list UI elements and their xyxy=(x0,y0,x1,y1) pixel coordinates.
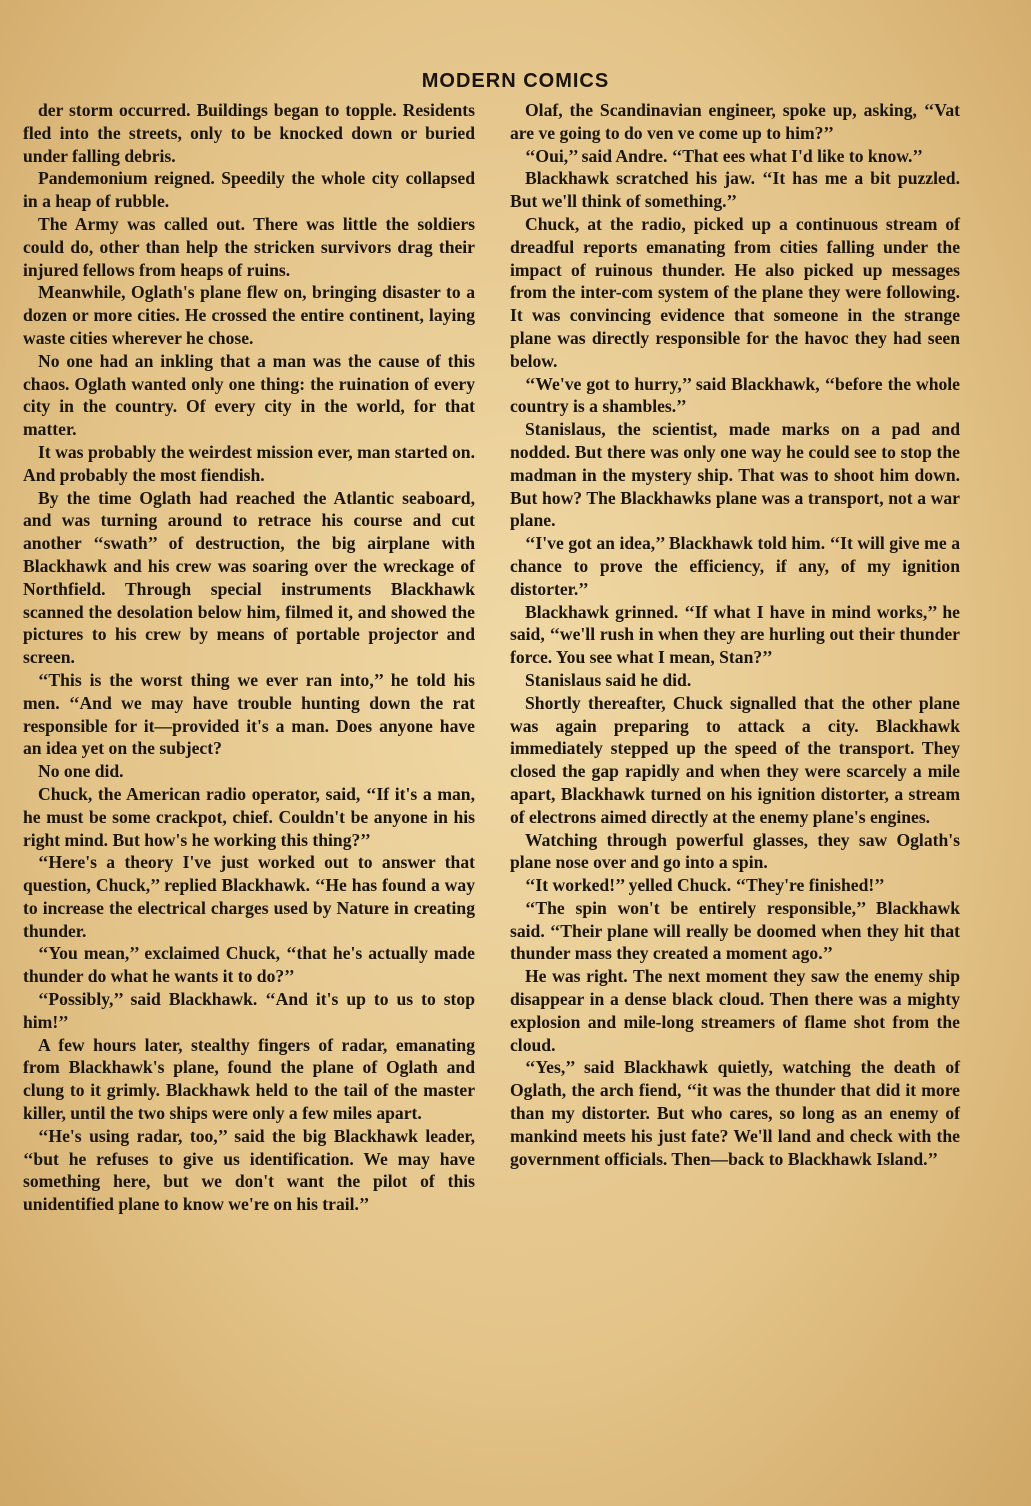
paragraph: ‘‘Oui,’’ said Andre. ‘‘That ees what I'd like to know.’’ xyxy=(525,145,923,166)
paragraph: Shortly thereafter, Chuck signalled that the other plane was again preparing to attack a city. Blackhawk immediately stepped up the speed of the transport. They closed the gap rapidly and when they were scarcely a mile apart, Blackhawk turned on his ignition distorter, a stream of electrons aimed directly at the enemy plane's engines. xyxy=(510,692,960,827)
paragraph: No one had an inkling that a man was the cause of this chaos. Oglath wanted only one thing: the ruination of every city in the country. Of every city in the world, for that matter. xyxy=(23,350,475,440)
paragraph: Chuck, at the radio, picked up a continuous stream of dreadful reports emanating from cities falling under the impact of ruinous thunder. He also picked up messages from the inter-com system of the plane they were following. It was convincing evidence that someone in the strange plane was directly responsible for the havoc they had seen below. xyxy=(510,213,960,371)
right-column xyxy=(510,99,960,1170)
paragraph: Olaf, the Scandinavian engineer, spoke up, asking, ‘‘Vat are ve going to do ven ve come up to him?’’ xyxy=(510,100,960,143)
paragraph: ‘‘Yes,’’ said Blackhawk quietly, watching the death of Oglath, the arch fiend, ‘‘it was the thunder that did it more than my distorter. But who cares, so long as an enemy of mankind meets his just fate? We'll land and check with the government officials. Then—back to Blackhawk Island.’’ xyxy=(510,1057,960,1169)
paragraph: ‘‘Possibly,’’ said Blackhawk. ‘‘And it's up to us to stop him!’’ xyxy=(23,989,475,1032)
paragraph: Blackhawk grinned. ‘‘If what I have in mind works,’’ he said, ‘‘we'll rush in when they are hurling out their thunder force. You see what I mean, Stan?’’ xyxy=(510,601,960,668)
paragraph: ‘‘I've got an idea,’’ Blackhawk told him. ‘‘It will give me a chance to prove the efficiency, if any, of my ignition distorter.’’ xyxy=(510,533,960,599)
paragraph: Chuck, the American radio operator, said, ‘‘If it's a man, he must be some crackpot, chief. Couldn't be anyone in his right mind. But how's he working this thing?’’ xyxy=(23,783,475,850)
paragraph: No one did. xyxy=(38,761,124,782)
paragraph: It was probably the weirdest mission ever, man started on. And probably the most fiendish. xyxy=(23,441,475,485)
paragraph: Meanwhile, Oglath's plane flew on, bringing disaster to a dozen or more cities. He crossed the entire continent, laying waste cities wherever he chose. xyxy=(23,282,475,348)
paragraph: ‘‘The spin won't be entirely responsible,’’ Blackhawk said. ‘‘Their plane will really be doomed when they hit that thunder mass they created a moment ago.’’ xyxy=(510,897,960,964)
paragraph: ‘‘It worked!’’ yelled Chuck. ‘‘They're finished!’’ xyxy=(525,875,885,896)
paragraph: ‘‘You mean,’’ exclaimed Chuck, ‘‘that he's actually made thunder do what he wants it to do?’’ xyxy=(23,943,475,987)
paragraph: ‘‘This is the worst thing we ever ran into,’’ he told his men. ‘‘And we may have trouble hunting down the rat responsible for it—provided it's a man. Does anyone have an idea yet on the subject? xyxy=(23,669,475,759)
paragraph: Stanislaus said he did. xyxy=(525,669,692,690)
paragraph: Blackhawk scratched his jaw. ‘‘It has me a bit puzzled. But we'll think of something.’’ xyxy=(510,168,960,212)
paragraph: He was right. The next moment they saw the enemy ship disappear in a dense black cloud. Then there was a mighty explosion and mile-long streamers of flame shot from the cloud. xyxy=(510,966,960,1055)
paragraph: Stanislaus, the scientist, made marks on a pad and nodded. But there was only one way he could see to stop the madman in the mystery ship. That was to shoot him down. But how? The Blackhawks plane was a transport, not a war plane. xyxy=(510,419,960,531)
paragraph: Watching through powerful glasses, they saw Oglath's plane nose over and go into a spin. xyxy=(510,829,960,873)
paragraph: ‘‘We've got to hurry,’’ said Blackhawk, ‘‘before the whole country is a shambles.’’ xyxy=(510,373,960,417)
page-title: MODERN COMICS xyxy=(421,70,610,92)
paragraph: A few hours later, stealthy fingers of radar, emanating from Blackhawk's plane, found the plane of Oglath and clung to it grimly. Blackhawk held to the tail of the master killer, until the two ships were only a few miles apart. xyxy=(23,1034,475,1124)
paragraph: The Army was called out. There was little the soldiers could do, other than help the stricken survivors drag their injured fellows from heaps of ruins. xyxy=(23,213,475,280)
paragraph: Pandemonium reigned. Speedily the whole city collapsed in a heap of rubble. xyxy=(23,168,475,212)
paragraph: ‘‘Here's a theory I've just worked out to answer that question, Chuck,’’ replied Blackhawk. ‘‘He has found a way to increase the electrical charges used by Nature in creating thunder. xyxy=(23,852,475,941)
left-column xyxy=(23,99,475,1216)
paragraph: By the time Oglath had reached the Atlantic seaboard, and was turning around to retrace his course and cut another ‘‘swath’’ of destruction, the big airplane with Blackhawk and his crew was soaring over the wreckage of Northfield. Through special instruments Blackhawk scanned the desolation below him, filmed it, and showed the pictures to his crew by means of portable projector and screen. xyxy=(23,487,475,668)
paragraph: ‘‘He's using radar, too,’’ said the big Blackhawk leader, ‘‘but he refuses to give us identification. We may have something here, but we don't want the pilot of this unidentified plane to know we're on his trail.’’ xyxy=(23,1125,475,1215)
paragraph: der storm occurred. Buildings began to topple. Residents fled into the streets, only to be knocked down or buried under falling debris. xyxy=(23,100,475,166)
